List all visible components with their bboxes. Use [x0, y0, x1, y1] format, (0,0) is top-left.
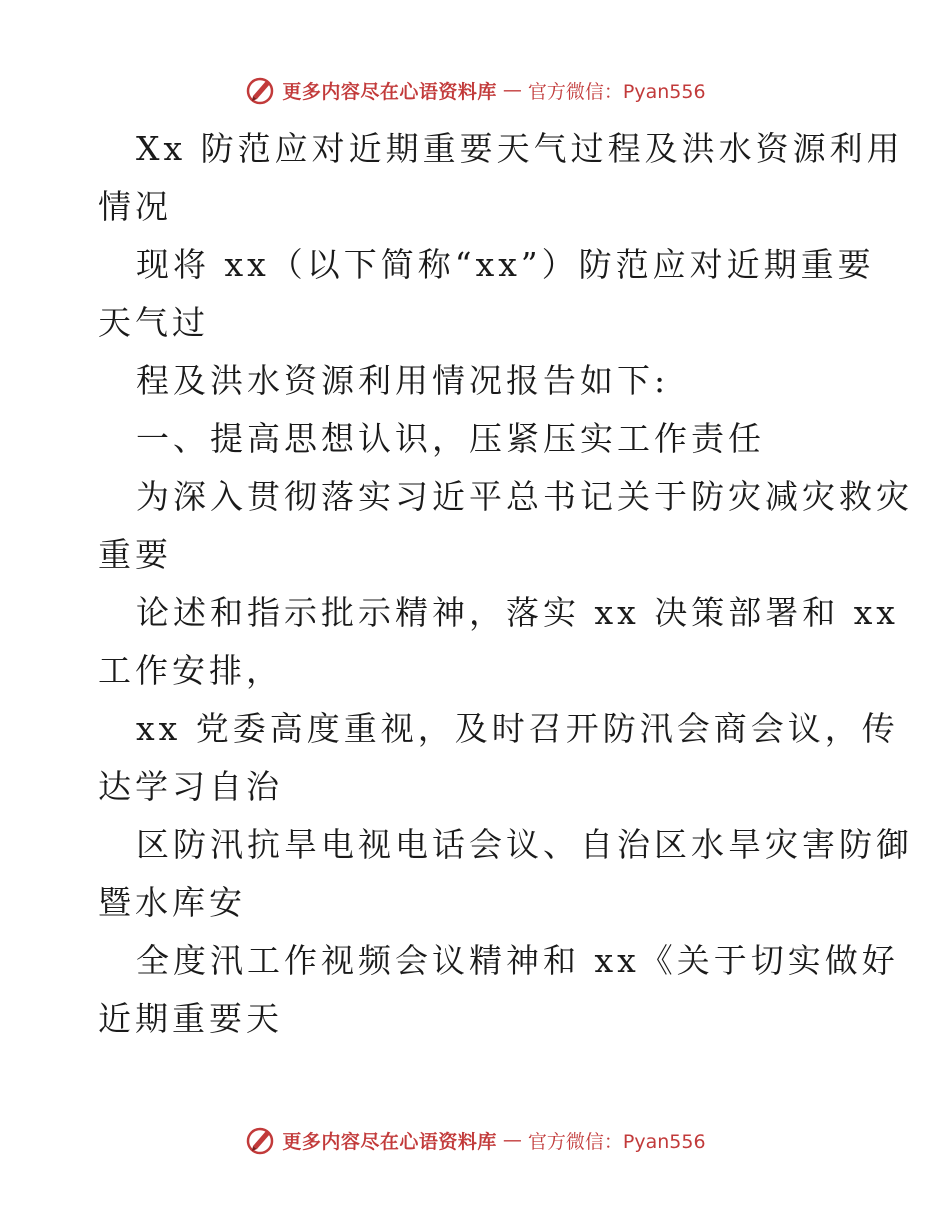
document-line: 重要 [98, 535, 172, 574]
document-line: 天气过 [98, 303, 209, 342]
document-line: 情况 [98, 187, 172, 226]
watermark-wechat-text: 官方微信：Pyan556 [527, 1130, 706, 1153]
document-line: 论述和指示批示精神，落实 xx 决策部署和 xx [136, 593, 899, 632]
pen-circle-logo-icon [244, 74, 276, 106]
document-line: 暨水库安 [98, 883, 246, 922]
document-line: 达学习自治 [98, 767, 283, 806]
document-line: Xx 防范应对近期重要天气过程及洪水资源利用 [136, 129, 904, 168]
header-watermark [0, 70, 950, 110]
watermark-wechat-text: 官方微信：Pyan556 [527, 80, 706, 103]
watermark-site-text: 更多内容尽在心语资料库 [282, 80, 497, 103]
watermark-dash: — [502, 1129, 522, 1151]
document-line: 全度汛工作视频会议精神和 xx《关于切实做好 [136, 941, 899, 980]
footer-watermark [0, 1120, 950, 1160]
watermark-site-text: 更多内容尽在心语资料库 [282, 1130, 497, 1153]
document-line: 工作安排， [98, 651, 283, 690]
document-line: 现将 xx（以下简称“xx”）防范应对近期重要 [136, 245, 875, 284]
document-line: 为深入贯彻落实习近平总书记关于防灾减灾救灾 [136, 477, 913, 516]
document-line: 区防汛抗旱电视电话会议、自治区水旱灾害防御 [136, 825, 913, 864]
document-line: 程及洪水资源利用情况报告如下: [136, 361, 670, 400]
watermark-dash: — [502, 79, 522, 101]
pen-circle-logo-icon [244, 1124, 276, 1156]
document-line: 一、提高思想认识，压紧压实工作责任 [136, 419, 765, 458]
document-body [98, 120, 913, 1048]
document-line: xx 党委高度重视，及时召开防汛会商会议，传 [136, 709, 899, 748]
document-line: 近期重要天 [98, 999, 283, 1038]
